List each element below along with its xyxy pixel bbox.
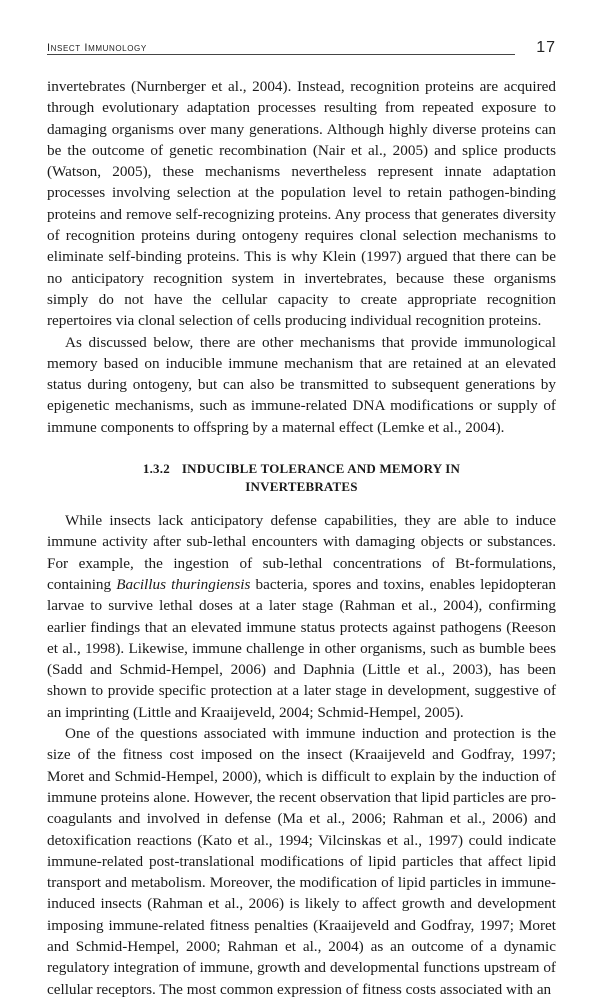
paragraph [47, 510, 556, 723]
running-title: Insect Immunology [47, 42, 147, 54]
running-header [47, 40, 556, 58]
section-title-line1: INDUCIBLE TOLERANCE AND MEMORY IN [181, 461, 461, 477]
paragraph-text: bacteria, spores and toxins, enables lepidopteran larvae to survive lethal doses at a later stage (Rahman et al., 2004), confirming earlier findings that an elevated immune status protects against pathogens (Reeson et al., 1998). Likewise, immune challenge in other organisms, such as bumble bees (Sadd and Schmid-Hempel, 2006) and Daphnia (Little et al., 2003), has been shown to provide specific protection at a later stage in development, suggestive of an imprinting (Little and Kraaijeveld, 2004; Schmid-Hempel, 2005). [47, 575, 557, 721]
body-text [47, 76, 556, 1000]
section-heading [47, 460, 556, 496]
paragraph-continued: invertebrates (Nurnberger et al., 2004). Instead, recognition proteins are acquired through evolutionary adaptation processes resulting from repeated exposure to damaging organisms over many generations. Although highly diverse proteins can be the outcome of genetic recombination (Nair et al., 2005) and splice products (Watson, 2005), these mechanisms nevertheless represent innate adaptation processes involving selection at the population level to retain pathogen-binding proteins and remove self-recognizing proteins. Any process that generates diversity of recognition proteins during ontogeny requires clonal selection mechanisms to eliminate self-binding proteins. This is why Klein (1997) argued that there can be no anticipatory recognition system in invertebrates, because these organisms simply do not have the cellular capacity to create appropriate recognition repertoires via clonal selection of cells producing individual recognition proteins. [47, 78, 556, 330]
section-title-line2: INVERTEBRATES [245, 479, 358, 495]
paragraph-text: While insects lack anticipatory defense capabilities, they are able to induce immune activity after sub-lethal encounters with damaging objects or substances. For example, the ingestion of sub-lethal concentrations of Bt-formulations, containing [47, 512, 556, 593]
header-rule [47, 54, 515, 55]
page-number: 17 [536, 39, 556, 56]
species-name: Bacillus thuringiensis [116, 575, 251, 593]
section-number: 1.3.2 [142, 461, 170, 477]
paragraph: As discussed below, there are other mechanisms that provide immunological memory based on inducible immune mechanism that are retained at an elevated status during ontogeny, but can also be transmitted to subsequent generations by epigenetic mechanisms, such as immune-related DNA modifications or supply of immune components to offspring by a maternal effect (Lemke et al., 2004). [47, 333, 556, 436]
paragraph: One of the questions associated with immune induction and protection is the size of the fitness cost imposed on the insect (Kraaijeveld and Godfray, 1997; Moret and Schmid-Hempel, 2000), which is difficult to explain by the induction of immune proteins alone. However, the recent observation that lipid particles are pro-coagulants and involved in defense (Ma et al., 2006; Rahman et al., 2006) and detoxification reactions (Kato et al., 1994; Vilcinskas et al., 1997) could indicate immune-related post-translational modifications of lipid particles that affect lipid transport and metabolism. Moreover, the modification of lipid particles in immune-induced insects (Rahman et al., 2006) is likely to affect growth and development imposing immune-related fitness penalties (Kraaijeveld and Godfray, 1997; Moret and Schmid-Hempel, 2000; Rahman et al., 2004) as an outcome of a dynamic regulatory integration of immune, growth and developmental functions upstream of cellular receptors. The most common expression of fitness costs associated with an [47, 725, 556, 998]
